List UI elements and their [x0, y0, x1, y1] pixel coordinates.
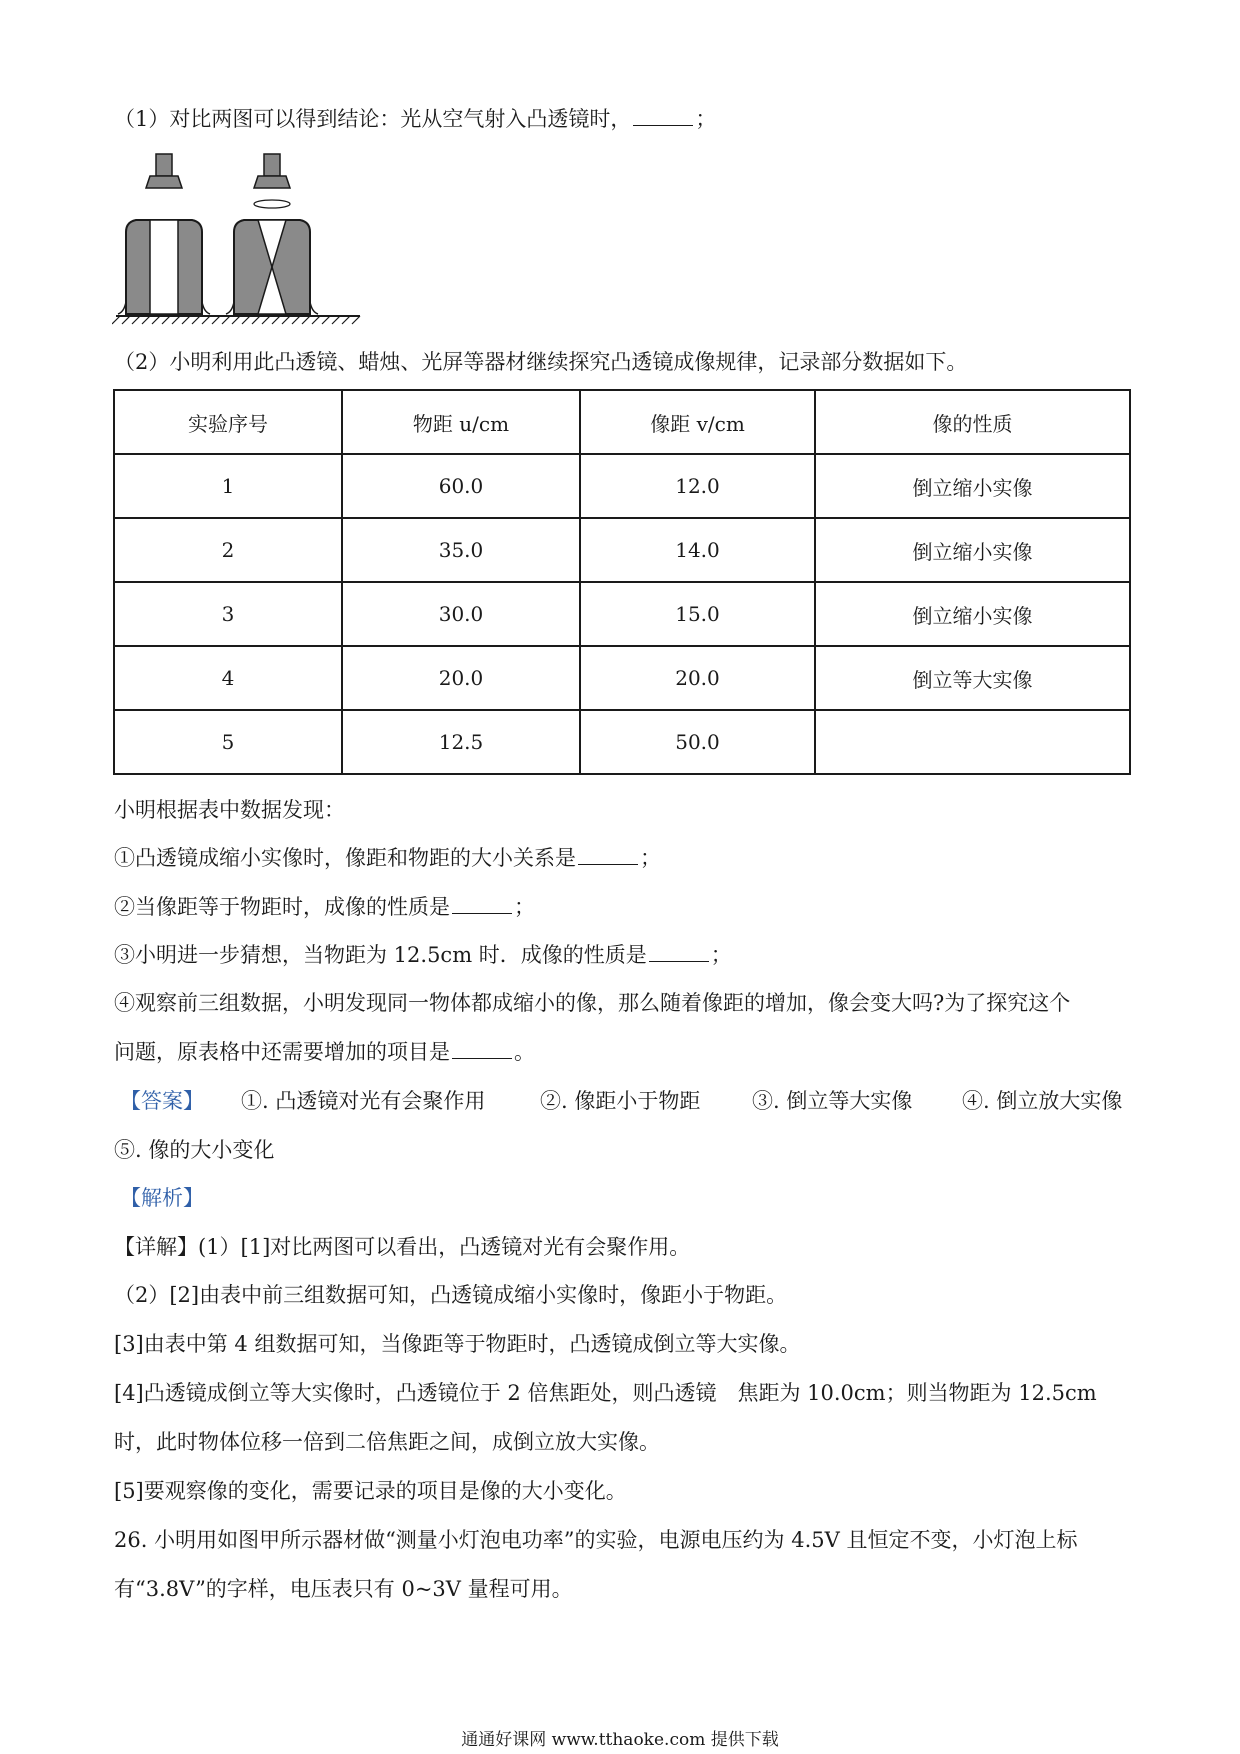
table-cell: 20.0 [342, 646, 580, 710]
q26-line-2: 有“3.8V”的字样，电压表只有 0~3V 量程可用。 [114, 1577, 573, 1601]
answer-item: ③. 倒立等大实像 [752, 1089, 913, 1113]
q1-end: ； [695, 107, 717, 131]
finding-1-text: ①凸透镜成缩小实像时，像距和物距的大小关系是 [114, 846, 576, 870]
table-cell: 20.0 [580, 646, 815, 710]
finding-2-end: ； [514, 895, 535, 919]
data-table [113, 389, 1131, 775]
table-cell: 1 [114, 454, 342, 518]
finding-3-end: ； [710, 943, 732, 967]
finding-1-blank [578, 844, 638, 865]
analysis-line: [3]由表中第 4 组数据可知，当像距等于物距时，凸透镜成倒立等大实像。 [114, 1332, 801, 1356]
analysis-tag: 【解析】 [120, 1186, 204, 1210]
analysis-line: 【详解】(1）[1]对比两图可以看出，凸透镜对光有会聚作用。 [114, 1235, 691, 1259]
table-header-row [114, 390, 1130, 454]
table-cell: 倒立缩小实像 [815, 454, 1130, 518]
table-row [114, 646, 1130, 710]
finding-4b [114, 1037, 535, 1067]
page-footer: 通通好课网 www.tthaoke.com 提供下载 [461, 1730, 779, 1750]
finding-3 [114, 940, 732, 970]
table-cell: 12.0 [580, 454, 815, 518]
table-cell [815, 710, 1130, 774]
table-cell: 倒立缩小实像 [815, 518, 1130, 582]
finding-1-end: ； [640, 846, 661, 870]
table-cell: 5 [114, 710, 342, 774]
q26-line-1: 26. 小明用如图甲所示器材做“测量小灯泡电功率”的实验，电源电压约为 4.5V 且恒定不变，小灯泡上标 [114, 1528, 1078, 1552]
analysis-line: （2）[2]由表中前三组数据可知，凸透镜成缩小实像时，像距小于物距。 [114, 1283, 788, 1307]
table-cell: 50.0 [580, 710, 815, 774]
q1-text: （1）对比两图可以得到结论：光从空气射入凸透镜时， [114, 107, 632, 131]
analysis-line: 时，此时物体位移一倍到二倍焦距之间，成倒立放大实像。 [114, 1430, 660, 1454]
findings-intro: 小明根据表中数据发现： [114, 798, 345, 822]
finding-4a: ④观察前三组数据，小明发现同一物体都成缩小的像，那么随着像距的增加，像会变大吗?为了探究这个 [114, 991, 1071, 1015]
q1-blank [633, 105, 693, 126]
answer-item: ④. 倒立放大实像 [962, 1089, 1123, 1113]
table-row [114, 454, 1130, 518]
table-cell: 倒立缩小实像 [815, 582, 1130, 646]
header-cell: 像距 v/cm [580, 390, 815, 454]
analysis-line: [5]要观察像的变化，需要记录的项目是像的大小变化。 [114, 1479, 627, 1503]
finding-1 [114, 843, 661, 873]
answer-item: ①. 凸透镜对光有会聚作用 [241, 1089, 486, 1113]
answer-item: ⑤. 像的大小变化 [114, 1138, 275, 1162]
table-cell: 35.0 [342, 518, 580, 582]
finding-3-text: ③小明进一步猜想，当物距为 12.5cm 时．成像的性质是 [114, 943, 647, 967]
table-cell: 30.0 [342, 582, 580, 646]
finding-4b-blank [452, 1038, 512, 1059]
table-cell: 倒立等大实像 [815, 646, 1130, 710]
table-row [114, 710, 1130, 774]
table-cell: 12.5 [342, 710, 580, 774]
q1-line [114, 104, 716, 134]
table-cell: 4 [114, 646, 342, 710]
lens-experiment-figure [112, 152, 372, 332]
table-row [114, 582, 1130, 646]
header-cell: 实验序号 [114, 390, 342, 454]
analysis-line: [4]凸透镜成倒立等大实像时，凸透镜位于 2 倍焦距处，则凸透镜 焦距为 10.0cm；则当物距为 12.5cm [114, 1381, 1097, 1405]
answer-item: ②. 像距小于物距 [540, 1089, 701, 1113]
q2-intro: （2）小明利用此凸透镜、蜡烛、光屏等器材继续探究凸透镜成像规律，记录部分数据如下。 [114, 350, 968, 374]
finding-2-blank [452, 893, 512, 914]
finding-4b-text: 问题，原表格中还需要增加的项目是 [114, 1040, 450, 1064]
finding-3-blank [649, 941, 709, 962]
header-cell: 像的性质 [815, 390, 1130, 454]
table-cell: 3 [114, 582, 342, 646]
finding-2 [114, 892, 535, 922]
finding-4b-end: 。 [514, 1040, 535, 1064]
table-cell: 14.0 [580, 518, 815, 582]
answer-tag: 【答案】 [120, 1089, 204, 1113]
table-row [114, 518, 1130, 582]
header-cell: 物距 u/cm [342, 390, 580, 454]
finding-2-text: ②当像距等于物距时，成像的性质是 [114, 895, 450, 919]
table-cell: 2 [114, 518, 342, 582]
table-cell: 60.0 [342, 454, 580, 518]
table-cell: 15.0 [580, 582, 815, 646]
